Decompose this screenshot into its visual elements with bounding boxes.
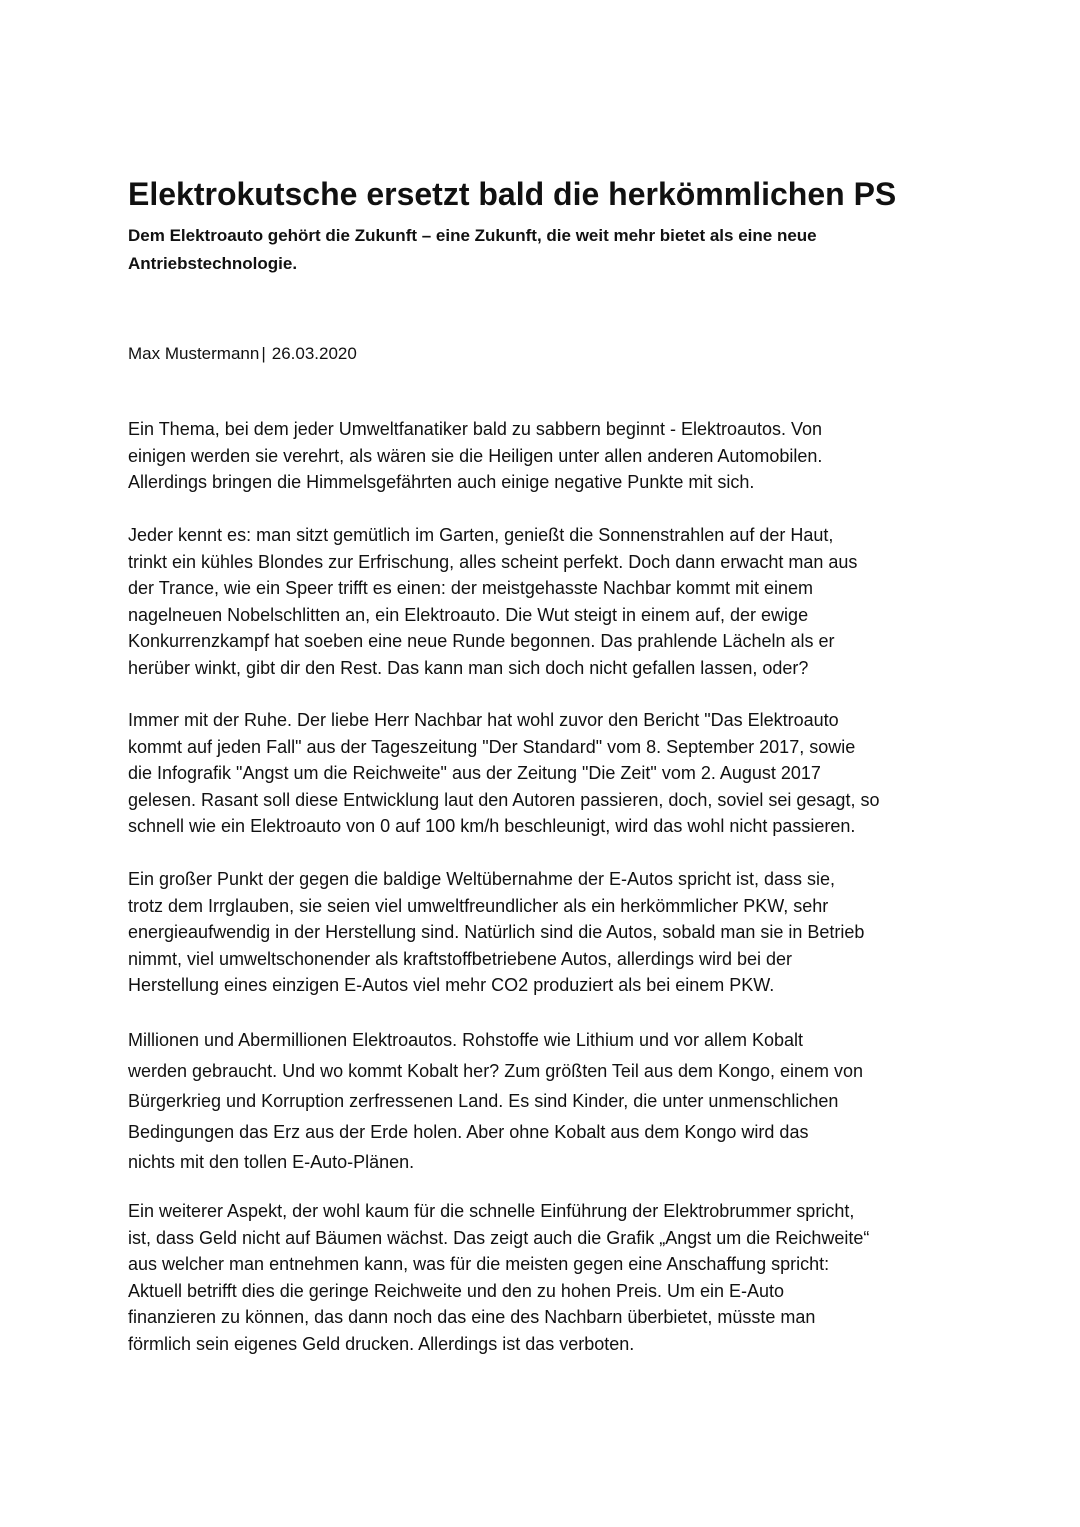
text-line: kommt auf jeden Fall" aus der Tageszeitung "Der Standard" vom 8. September 2017, sowie: [128, 736, 856, 757]
paragraph-1: [128, 416, 968, 496]
text-line: Jeder kennt es: man sitzt gemütlich im Garten, genießt die Sonnenstrahlen auf der Haut,: [128, 525, 834, 545]
text-line: der Trance, wie ein Speer trifft es einen: der meistgehasste Nachbar kommt mit einem: [128, 578, 813, 598]
text-line: einigen werden sie verehrt, als wären sie die Heiligen unter allen anderen Automobilen.: [128, 445, 823, 466]
text-line: energieaufwendig in der Herstellung sind. Natürlich sind die Autos, sobald man sie in Betrieb: [128, 922, 865, 942]
text-line: Bedingungen das Erz aus der Erde holen. Aber ohne Kobalt aus dem Kongo wird das: [128, 1121, 809, 1142]
text-line: gelesen. Rasant soll diese Entwicklung laut den Autoren passieren, doch, soviel sei gesagt, so: [128, 789, 880, 810]
paragraph-3: [128, 707, 968, 840]
text-line: werden gebraucht. Und wo kommt Kobalt her? Zum größten Teil aus dem Kongo, einem von: [128, 1060, 864, 1081]
text-line: ist, dass Geld nicht auf Bäumen wächst. Das zeigt auch die Grafik „Angst um die Reichweite“: [128, 1227, 870, 1248]
paragraph-6: [128, 1198, 968, 1357]
text-line: Ein weiterer Aspekt, der wohl kaum für die schnelle Einführung der Elektrobrummer spricht,: [128, 1201, 855, 1221]
author-name: Max Mustermann: [128, 344, 260, 363]
subtitle-line: Antriebstechnologie.: [128, 254, 298, 273]
article-subtitle: [128, 222, 888, 278]
byline-separator: |: [261, 344, 266, 363]
text-line: Aktuell betrifft dies die geringe Reichweite und den zu hohen Preis. Um ein E-Auto: [128, 1280, 785, 1301]
text-line: Ein Thema, bei dem jeder Umweltfanatiker bald zu sabbern beginnt - Elektroautos. Von: [128, 419, 823, 439]
text-line: Immer mit der Ruhe. Der liebe Herr Nachbar hat wohl zuvor den Bericht "Das Elektroauto: [128, 710, 839, 730]
text-line: Konkurrenzkampf hat soeben eine neue Runde begonnen. Das prahlende Lächeln als er: [128, 631, 835, 651]
text-line: schnell wie ein Elektroauto von 0 auf 100 km/h beschleunigt, wird das wohl nicht passieren.: [128, 816, 856, 836]
paragraph-4: [128, 866, 968, 999]
byline: [128, 340, 357, 368]
text-line: finanzieren zu können, das dann noch das eine des Nachbarn überbietet, müsste man: [128, 1307, 816, 1327]
paragraph-2: [128, 522, 968, 681]
text-line: Herstellung eines einzigen E-Autos viel mehr CO2 produziert als bei einem PKW.: [128, 975, 775, 995]
text-line: die Infografik "Angst um die Reichweite" aus der Zeitung "Die Zeit" vom 2. August 2017: [128, 763, 821, 783]
text-line: förmlich sein eigenes Geld drucken. Allerdings ist das verboten.: [128, 1333, 635, 1354]
article-title: Elektrokutsche ersetzt bald die herkömmlichen PS: [128, 176, 897, 212]
text-line: nagelneuen Nobelschlitten an, ein Elektroauto. Die Wut steigt in einem auf, der ewige: [128, 604, 809, 625]
text-line: nimmt, viel umweltschonender als kraftstoffbetriebene Autos, allerdings wird bei der: [128, 948, 792, 969]
text-line: herüber winkt, gibt dir den Rest. Das kann man sich doch nicht gefallen lassen, oder?: [128, 657, 809, 678]
text-line: aus welcher man entnehmen kann, was für die meisten gegen eine Anschaffung spricht:: [128, 1254, 830, 1274]
subtitle-line: Dem Elektroauto gehört die Zukunft – eine Zukunft, die weit mehr bietet als eine neue: [128, 226, 817, 245]
text-line: Ein großer Punkt der gegen die baldige Weltübernahme der E-Autos spricht ist, dass sie,: [128, 869, 836, 889]
text-line: Millionen und Abermillionen Elektroautos. Rohstoffe wie Lithium und vor allem Kobalt: [128, 1030, 804, 1050]
text-line: Allerdings bringen die Himmelsgefährten auch einige negative Punkte mit sich.: [128, 472, 755, 492]
text-line: trotz dem Irrglauben, sie seien viel umweltfreundlicher als ein herkömmlicher PKW, sehr: [128, 895, 829, 916]
text-line: trinkt ein kühles Blondes zur Erfrischung, alles scheint perfekt. Doch dann erwacht man aus: [128, 551, 858, 572]
text-line: Bürgerkrieg und Korruption zerfressenen Land. Es sind Kinder, die unter unmenschlichen: [128, 1091, 839, 1111]
text-line: nichts mit den tollen E-Auto-Plänen.: [128, 1152, 415, 1172]
paragraph-5: [128, 1025, 968, 1178]
publish-date: 26.03.2020: [271, 344, 357, 363]
